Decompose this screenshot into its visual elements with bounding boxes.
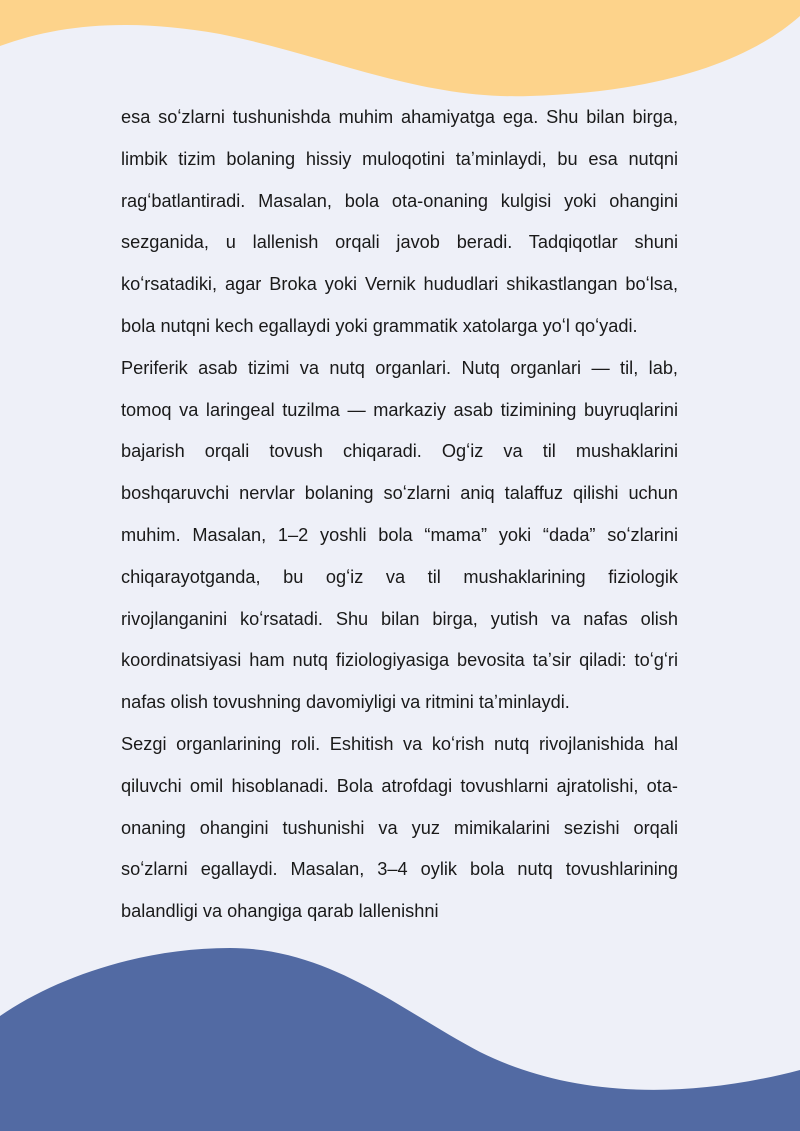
body-text: [121, 97, 678, 933]
paragraph: Periferik asab tizimi va nutq organlari. Nutq organlari — til, lab, tomoq va laringeal tuzilma — markaziy asab tizimining buyruqlarini bajarish orqali tovush chiqaradi. Ogʻiz va til mushaklarini boshqaruvchi nervlar bolaning soʻzlarni aniq talaffuz qilishi uchun muhim. Masalan, 1–2 yoshli bola “mama” yoki “dada” soʻzlarini chiqarayotganda, bu ogʻiz va til mushaklarining fiziologik rivojlanganini koʻrsatadi. Shu bilan birga, yutish va nafas olish koordinatsiyasi ham nutq fiziologiyasiga bevosita taʼsir qiladi: toʻgʻri nafas olish tovushning davomiyligi va ritmini taʼminlaydi.: [121, 357, 678, 713]
paragraph: esa soʻzlarni tushunishda muhim ahamiyatga ega. Shu bilan birga, limbik tizim bolaning hissiy muloqotini taʼminlaydi, bu esa nutqni ragʻbatlantiradi. Masalan, bola ota-onaning kulgisi yoki ohangini sezganida, u lallenish orqali javob beradi. Tadqiqotlar shuni koʻrsatadiki, agar Broka yoki Vernik hududlari shikastlangan boʻlsa, bola nutqni kech egallaydi yoki grammatik xatolarga yoʻl qoʻyadi.: [121, 107, 678, 336]
paragraph: Sezgi organlarining roli. Eshitish va koʻrish nutq rivojlanishida hal qiluvchi omil hisoblanadi. Bola atrofdagi tovushlarni ajratolishi, ota-onaning ohangini tushunishi va yuz mimikalarini sezishi orqali soʻzlarni egallaydi. Masalan, 3–4 oylik bola nutq tovushlarining balandligi va ohangiga qarab lallenishni: [121, 733, 678, 922]
